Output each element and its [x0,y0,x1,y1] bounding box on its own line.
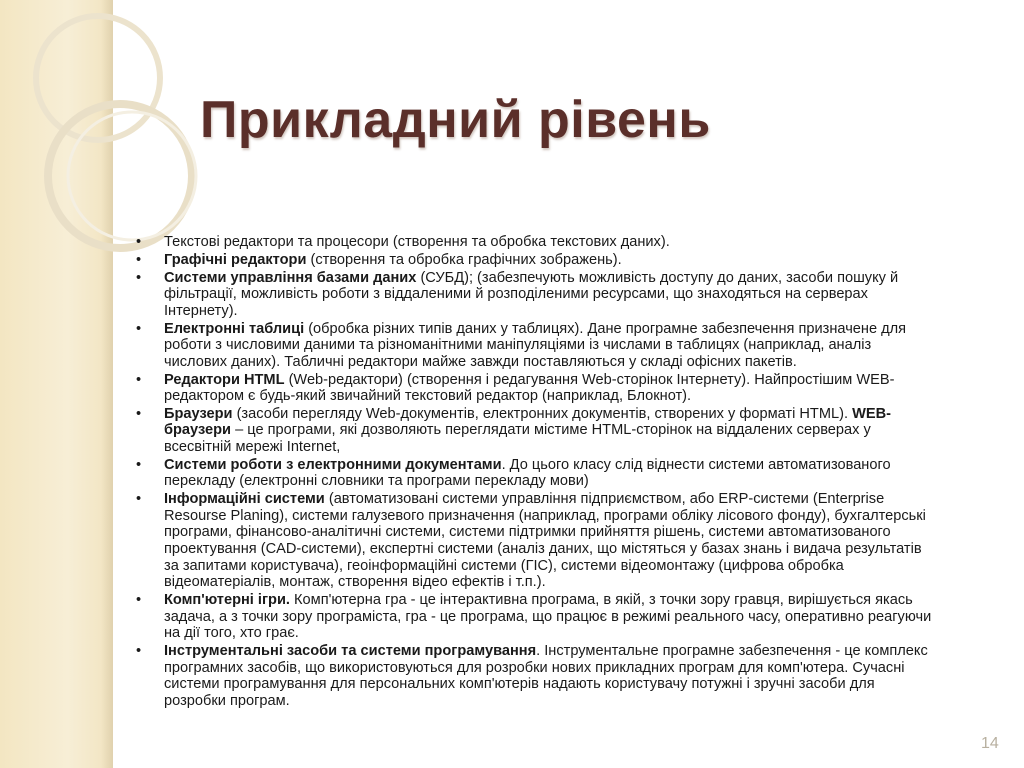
bullet-item [136,592,936,642]
bullet-item [136,270,936,320]
bullet-list [136,234,936,711]
bullet-term: Редактори HTML [164,371,285,388]
bullet-dot: • [136,269,142,286]
bullet-dot: • [136,371,142,388]
bullet-term: Електронні таблиці [164,320,305,337]
bullet-dot: • [136,234,142,250]
bullet-text: . До цього класу слід віднести системи автоматизованого перекладу (електронні словники та програми перекладу мови) [164,456,891,490]
decorative-rings [0,0,220,260]
bullet-term: Системи роботи з електронними документами [164,456,502,473]
bullet-item [136,643,936,709]
bullet-text-secondary: – це програми, які дозволяють переглядати містиме HTML-сторінок на віддалених серверах у всесвітній мережі Internet, [164,422,871,456]
bullet-dot: • [136,642,142,659]
bullet-dot: • [136,405,142,422]
bullet-item [136,234,936,251]
bullet-text: (Web-редактори) (створення і редагування Web-сторінок Інтернету). Найпростішим WEB-редактором є будь-який звичайний текстовий редактор (наприклад, Блокнот). [164,371,895,405]
bullet-text: (автоматизовані системи управління підприємством, або ERP-системи (Enterprise Resourse Planing), системи галузевого призначення (наприклад, програми обліку лісового фонду), бухгалтерські програми, фінансово-аналітичні системи, системи підтримки прийняття рішень, системи автоматизованого проектування (CAD-системи), експертні системи (аналіз даних, що містяться у базах знань і видача результатів за запитами користувача), геоінформаційні системи (ГІС), системи відеомонтажу (цифрова обробка відеоматеріалів, монтаж, створення відео ефектів і т.п.). [164,491,926,591]
bullet-term: Графічні редактори [164,251,307,268]
bullet-item [136,252,936,269]
bullet-text: (засоби перегляду Web-документів, електронних документів, створених у форматі HTML). [232,405,853,422]
bullet-item [136,457,936,490]
bullet-dot: • [136,320,142,337]
bullet-term-secondary: WEB-браузери [164,405,891,439]
bullet-term: Браузери [164,405,233,422]
bullet-item [136,321,936,371]
bullet-text: Комп'ютерна гра - це інтерактивна програма, в якій, з точки зору гравця, вирішується якась задача, а з точки зору програміста, гра - це програма, що працює в режимі реального часу, оперативно реагуючи на дії того, хто грає. [164,591,932,642]
bullet-item [136,372,936,405]
page-number: 14 [981,735,999,752]
bullet-text: Текстові редактори та процесори (створення та обробка текстових даних). [164,234,670,250]
bullet-text: . Інструментальне програмне забезпечення - це комплекс програмних засобів, що використовуються для розробки нових прикладних програм для комп'ютера. Сучасні системи програмування для персональних комп'ютерів надають користувачу потужні і зручні засоби для розробки програм. [164,642,928,709]
slide-title: Прикладний рівень [200,91,711,149]
bullet-text: (СУБД); (забезпечують можливість доступу до даних, засоби пошуку й фільтрації, можливість роботи з віддаленими й розподіленими ресурсами, що знаходяться на серверах Інтернету). [164,269,899,319]
bullet-dot: • [136,251,142,268]
bullet-dot: • [136,456,142,473]
bullet-term: Інструментальні засоби та системи програмування [164,642,537,659]
bullet-item [136,491,936,591]
bullet-text: (обробка різних типів даних у таблицях). Дане програмне забезпечення призначене для роботи з числовими даними та різноманітними маніпуляціями із числами в таблицях (наприклад, аналіз числових даних). Табличні редактори майже завжди поставляються у складі офісних пакетів. [164,320,907,370]
bullet-term: Комп'ютерні ігри. [164,591,290,608]
bullet-dot: • [136,591,142,608]
bullet-term: Системи управління базами даних [164,269,417,286]
bullet-dot: • [136,491,142,508]
bullet-text: (створення та обробка графічних зображень). [306,251,622,268]
bullet-term: Інформаційні системи [164,491,325,508]
bullet-item [136,406,936,456]
